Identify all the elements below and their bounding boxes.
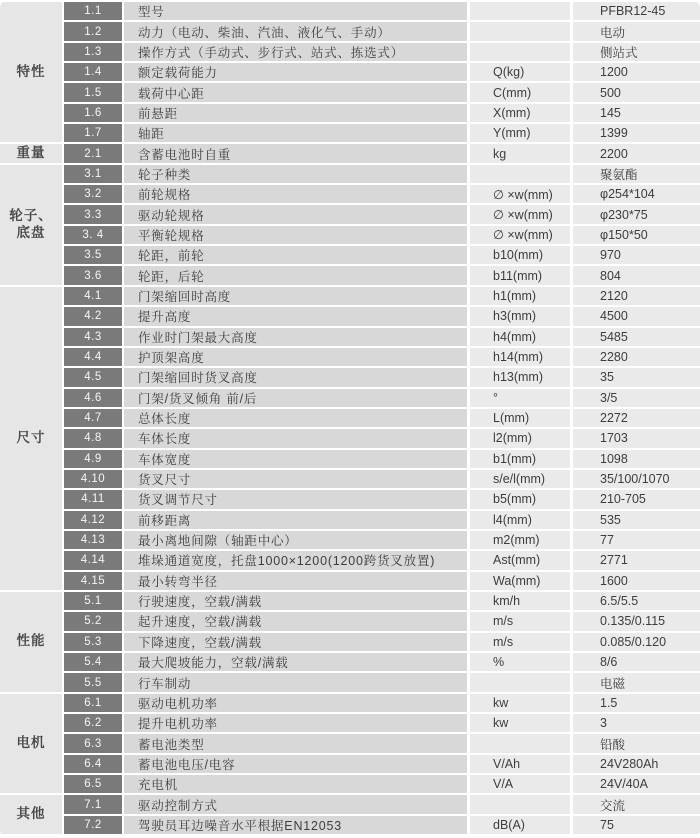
row-number-badge: 4.15 <box>64 572 122 590</box>
table-row <box>64 205 700 223</box>
spec-value: 1200 <box>573 63 700 81</box>
spec-value: 0.085/0.120 <box>573 633 700 651</box>
row-number-badge: 1.7 <box>64 124 122 142</box>
spec-name: 驱动轮规格 <box>124 205 467 223</box>
spec-unit: km/h <box>470 592 570 610</box>
table-row <box>64 572 700 590</box>
spec-name: 最小转弯半径 <box>124 572 467 590</box>
table-row <box>64 144 700 162</box>
spec-name: 护顶架高度 <box>124 348 467 366</box>
spec-unit: m/s <box>470 633 570 651</box>
spec-value: φ230*75 <box>573 205 700 223</box>
spec-unit: b5(mm) <box>470 490 570 508</box>
table-row <box>64 531 700 549</box>
row-number-badge: 7.2 <box>64 816 122 834</box>
spec-unit: V/Ah <box>470 755 570 773</box>
row-number-badge: 4.5 <box>64 368 122 386</box>
row-number-badge: 6.1 <box>64 694 122 712</box>
spec-name: 平衡轮规格 <box>124 226 467 244</box>
spec-section <box>0 144 700 162</box>
spec-section <box>0 287 700 590</box>
spec-name: 前移距离 <box>124 511 467 529</box>
row-number-badge: 2.1 <box>64 144 122 162</box>
spec-unit <box>470 43 570 61</box>
spec-section <box>0 694 700 794</box>
spec-unit <box>470 22 570 40</box>
spec-value: 535 <box>573 511 700 529</box>
section-rows <box>64 2 700 142</box>
spec-name: 车体长度 <box>124 429 467 447</box>
spec-value: 侧站式 <box>573 43 700 61</box>
table-row <box>64 816 700 834</box>
spec-unit: m2(mm) <box>470 531 570 549</box>
spec-name: 堆垛通道宽度，托盘1000×1200(1200跨货叉放置) <box>124 551 467 569</box>
spec-unit: m/s <box>470 612 570 630</box>
spec-value: 24V280Ah <box>573 755 700 773</box>
row-number-badge: 5.3 <box>64 633 122 651</box>
table-row <box>64 43 700 61</box>
row-number-badge: 7.1 <box>64 795 122 813</box>
table-row <box>64 612 700 630</box>
spec-unit: V/A <box>470 775 570 793</box>
section-rows <box>64 165 700 285</box>
row-number-badge: 5.5 <box>64 673 122 691</box>
spec-unit: Q(kg) <box>470 63 570 81</box>
row-number-badge: 4.8 <box>64 429 122 447</box>
spec-unit: h3(mm) <box>470 307 570 325</box>
row-number-badge: 4.2 <box>64 307 122 325</box>
spec-value: 2280 <box>573 348 700 366</box>
spec-unit: s/e/l(mm) <box>470 470 570 488</box>
section-label: 电机 <box>0 694 62 794</box>
spec-value: 2272 <box>573 409 700 427</box>
spec-name: 轮距，前轮 <box>124 246 467 264</box>
row-number-badge: 4.7 <box>64 409 122 427</box>
table-row <box>64 795 700 813</box>
spec-value: 3 <box>573 714 700 732</box>
spec-value: 1098 <box>573 450 700 468</box>
table-row <box>64 246 700 264</box>
spec-value: 5485 <box>573 328 700 346</box>
row-number-badge: 6.2 <box>64 714 122 732</box>
section-rows <box>64 795 700 834</box>
spec-value: 3/5 <box>573 389 700 407</box>
spec-value: 804 <box>573 266 700 284</box>
spec-value: 电磁 <box>573 673 700 691</box>
table-row <box>64 653 700 671</box>
spec-name: 型号 <box>124 2 467 20</box>
spec-value: 500 <box>573 83 700 101</box>
section-label: 重量 <box>0 144 62 162</box>
table-row <box>64 592 700 610</box>
section-label: 尺寸 <box>0 287 62 590</box>
spec-name: 最小离地间隙（轴距中心） <box>124 531 467 549</box>
spec-name: 门架缩回时货叉高度 <box>124 368 467 386</box>
table-row <box>64 185 700 203</box>
spec-value: 1600 <box>573 572 700 590</box>
table-row <box>64 348 700 366</box>
section-rows <box>64 592 700 692</box>
spec-unit: L(mm) <box>470 409 570 427</box>
row-number-badge: 5.2 <box>64 612 122 630</box>
spec-value: 24V/40A <box>573 775 700 793</box>
table-row <box>64 63 700 81</box>
table-row <box>64 104 700 122</box>
row-number-badge: 1.3 <box>64 43 122 61</box>
spec-name: 额定载荷能力 <box>124 63 467 81</box>
spec-name: 载荷中心距 <box>124 83 467 101</box>
spec-value: 2120 <box>573 287 700 305</box>
table-row <box>64 124 700 142</box>
row-number-badge: 3. 4 <box>64 226 122 244</box>
spec-name: 最大爬坡能力，空载/满载 <box>124 653 467 671</box>
row-number-badge: 3.5 <box>64 246 122 264</box>
spec-unit: b10(mm) <box>470 246 570 264</box>
spec-section <box>0 165 700 285</box>
spec-unit: kw <box>470 714 570 732</box>
spec-unit: b1(mm) <box>470 450 570 468</box>
table-row <box>64 226 700 244</box>
spec-name: 货叉调节尺寸 <box>124 490 467 508</box>
spec-unit: b11(mm) <box>470 266 570 284</box>
table-row <box>64 429 700 447</box>
spec-unit: X(mm) <box>470 104 570 122</box>
table-row <box>64 328 700 346</box>
section-label: 其他 <box>0 795 62 834</box>
spec-value: φ254*104 <box>573 185 700 203</box>
spec-name: 提升电机功率 <box>124 714 467 732</box>
spec-section <box>0 2 700 142</box>
spec-name: 行车制动 <box>124 673 467 691</box>
spec-value: 145 <box>573 104 700 122</box>
spec-unit: l2(mm) <box>470 429 570 447</box>
row-number-badge: 3.3 <box>64 205 122 223</box>
spec-unit: h14(mm) <box>470 348 570 366</box>
spec-name: 车体宽度 <box>124 450 467 468</box>
spec-value: 交流 <box>573 795 700 813</box>
spec-name: 货叉尺寸 <box>124 470 467 488</box>
row-number-badge: 3.6 <box>64 266 122 284</box>
section-label: 特性 <box>0 2 62 142</box>
spec-value: 1.5 <box>573 694 700 712</box>
row-number-badge: 4.6 <box>64 389 122 407</box>
table-row <box>64 22 700 40</box>
spec-unit: ∅ ×w(mm) <box>470 185 570 203</box>
row-number-badge: 4.11 <box>64 490 122 508</box>
spec-unit: ∅ ×w(mm) <box>470 205 570 223</box>
spec-value: 1399 <box>573 124 700 142</box>
row-number-badge: 1.1 <box>64 2 122 20</box>
section-rows <box>64 287 700 590</box>
spec-name: 驱动控制方式 <box>124 795 467 813</box>
spec-name: 总体长度 <box>124 409 467 427</box>
row-number-badge: 4.13 <box>64 531 122 549</box>
spec-unit: l4(mm) <box>470 511 570 529</box>
spec-name: 含蓄电池时自重 <box>124 144 467 162</box>
spec-value: 1703 <box>573 429 700 447</box>
section-rows <box>64 144 700 162</box>
spec-unit: ∅ ×w(mm) <box>470 226 570 244</box>
spec-unit: % <box>470 653 570 671</box>
spec-name: 操作方式（手动式、步行式、站式、拣选式） <box>124 43 467 61</box>
row-number-badge: 1.2 <box>64 22 122 40</box>
row-number-badge: 4.9 <box>64 450 122 468</box>
table-row <box>64 694 700 712</box>
section-label: 轮子、底盘 <box>0 165 62 285</box>
spec-value: 75 <box>573 816 700 834</box>
spec-unit: Y(mm) <box>470 124 570 142</box>
spec-value: 铅酸 <box>573 734 700 752</box>
spec-name: 轮距，后轮 <box>124 266 467 284</box>
spec-name: 作业时门架最大高度 <box>124 328 467 346</box>
table-row <box>64 511 700 529</box>
row-number-badge: 1.5 <box>64 83 122 101</box>
spec-value: 2771 <box>573 551 700 569</box>
table-row <box>64 633 700 651</box>
row-number-badge: 3.2 <box>64 185 122 203</box>
table-row <box>64 714 700 732</box>
spec-unit: kg <box>470 144 570 162</box>
row-number-badge: 6.4 <box>64 755 122 773</box>
spec-name: 前悬距 <box>124 104 467 122</box>
spec-name: 门架/货叉倾角 前/后 <box>124 389 467 407</box>
spec-name: 轴距 <box>124 124 467 142</box>
spec-name: 提升高度 <box>124 307 467 325</box>
spec-unit: ° <box>470 389 570 407</box>
table-row <box>64 734 700 752</box>
row-number-badge: 1.4 <box>64 63 122 81</box>
row-number-badge: 4.10 <box>64 470 122 488</box>
table-row <box>64 368 700 386</box>
table-row <box>64 673 700 691</box>
spec-unit: Ast(mm) <box>470 551 570 569</box>
spec-value: PFBR12-45 <box>573 2 700 20</box>
row-number-badge: 6.3 <box>64 734 122 752</box>
row-number-badge: 6.5 <box>64 775 122 793</box>
spec-name: 轮子种类 <box>124 165 467 183</box>
spec-section <box>0 795 700 834</box>
spec-name: 动力（电动、柴油、汽油、液化气、手动） <box>124 22 467 40</box>
spec-name: 下降速度，空载/满载 <box>124 633 467 651</box>
spec-value: φ150*50 <box>573 226 700 244</box>
table-row <box>64 2 700 20</box>
row-number-badge: 4.4 <box>64 348 122 366</box>
spec-value: 35/100/1070 <box>573 470 700 488</box>
spec-name: 蓄电池电压/电容 <box>124 755 467 773</box>
spec-name: 起升速度，空载/满载 <box>124 612 467 630</box>
row-number-badge: 4.3 <box>64 328 122 346</box>
table-row <box>64 165 700 183</box>
spec-name: 行驶速度，空载/满载 <box>124 592 467 610</box>
spec-value: 聚氨酯 <box>573 165 700 183</box>
spec-value: 970 <box>573 246 700 264</box>
spec-unit <box>470 2 570 20</box>
spec-unit: h13(mm) <box>470 368 570 386</box>
section-rows <box>64 694 700 794</box>
spec-section <box>0 592 700 692</box>
spec-name: 前轮规格 <box>124 185 467 203</box>
spec-value: 4500 <box>573 307 700 325</box>
spec-value: 0.135/0.115 <box>573 612 700 630</box>
table-row <box>64 775 700 793</box>
table-row <box>64 83 700 101</box>
row-number-badge: 5.4 <box>64 653 122 671</box>
spec-unit: h1(mm) <box>470 287 570 305</box>
spec-unit: Wa(mm) <box>470 572 570 590</box>
table-row <box>64 551 700 569</box>
spec-value: 77 <box>573 531 700 549</box>
spec-unit: kw <box>470 694 570 712</box>
row-number-badge: 1.6 <box>64 104 122 122</box>
section-label: 性能 <box>0 592 62 692</box>
spec-unit: dB(A) <box>470 816 570 834</box>
table-row <box>64 755 700 773</box>
spec-value: 35 <box>573 368 700 386</box>
spec-value: 电动 <box>573 22 700 40</box>
spec-unit <box>470 673 570 691</box>
spec-name: 充电机 <box>124 775 467 793</box>
spec-unit <box>470 734 570 752</box>
table-row <box>64 490 700 508</box>
table-row <box>64 450 700 468</box>
row-number-badge: 4.1 <box>64 287 122 305</box>
row-number-badge: 3.1 <box>64 165 122 183</box>
spec-name: 驱动电机功率 <box>124 694 467 712</box>
spec-name: 驾驶员耳边噪音水平根据EN12053 <box>124 816 467 834</box>
spec-unit <box>470 165 570 183</box>
spec-unit: C(mm) <box>470 83 570 101</box>
table-row <box>64 409 700 427</box>
row-number-badge: 4.12 <box>64 511 122 529</box>
spec-value: 8/6 <box>573 653 700 671</box>
spec-name: 门架缩回时高度 <box>124 287 467 305</box>
spec-unit: h4(mm) <box>470 328 570 346</box>
spec-value: 2200 <box>573 144 700 162</box>
table-row <box>64 389 700 407</box>
spec-unit <box>470 795 570 813</box>
row-number-badge: 5.1 <box>64 592 122 610</box>
spec-value: 210-705 <box>573 490 700 508</box>
spec-name: 蓄电池类型 <box>124 734 467 752</box>
table-row <box>64 307 700 325</box>
table-row <box>64 266 700 284</box>
table-row <box>64 470 700 488</box>
row-number-badge: 4.14 <box>64 551 122 569</box>
spec-value: 6.5/5.5 <box>573 592 700 610</box>
table-row <box>64 287 700 305</box>
